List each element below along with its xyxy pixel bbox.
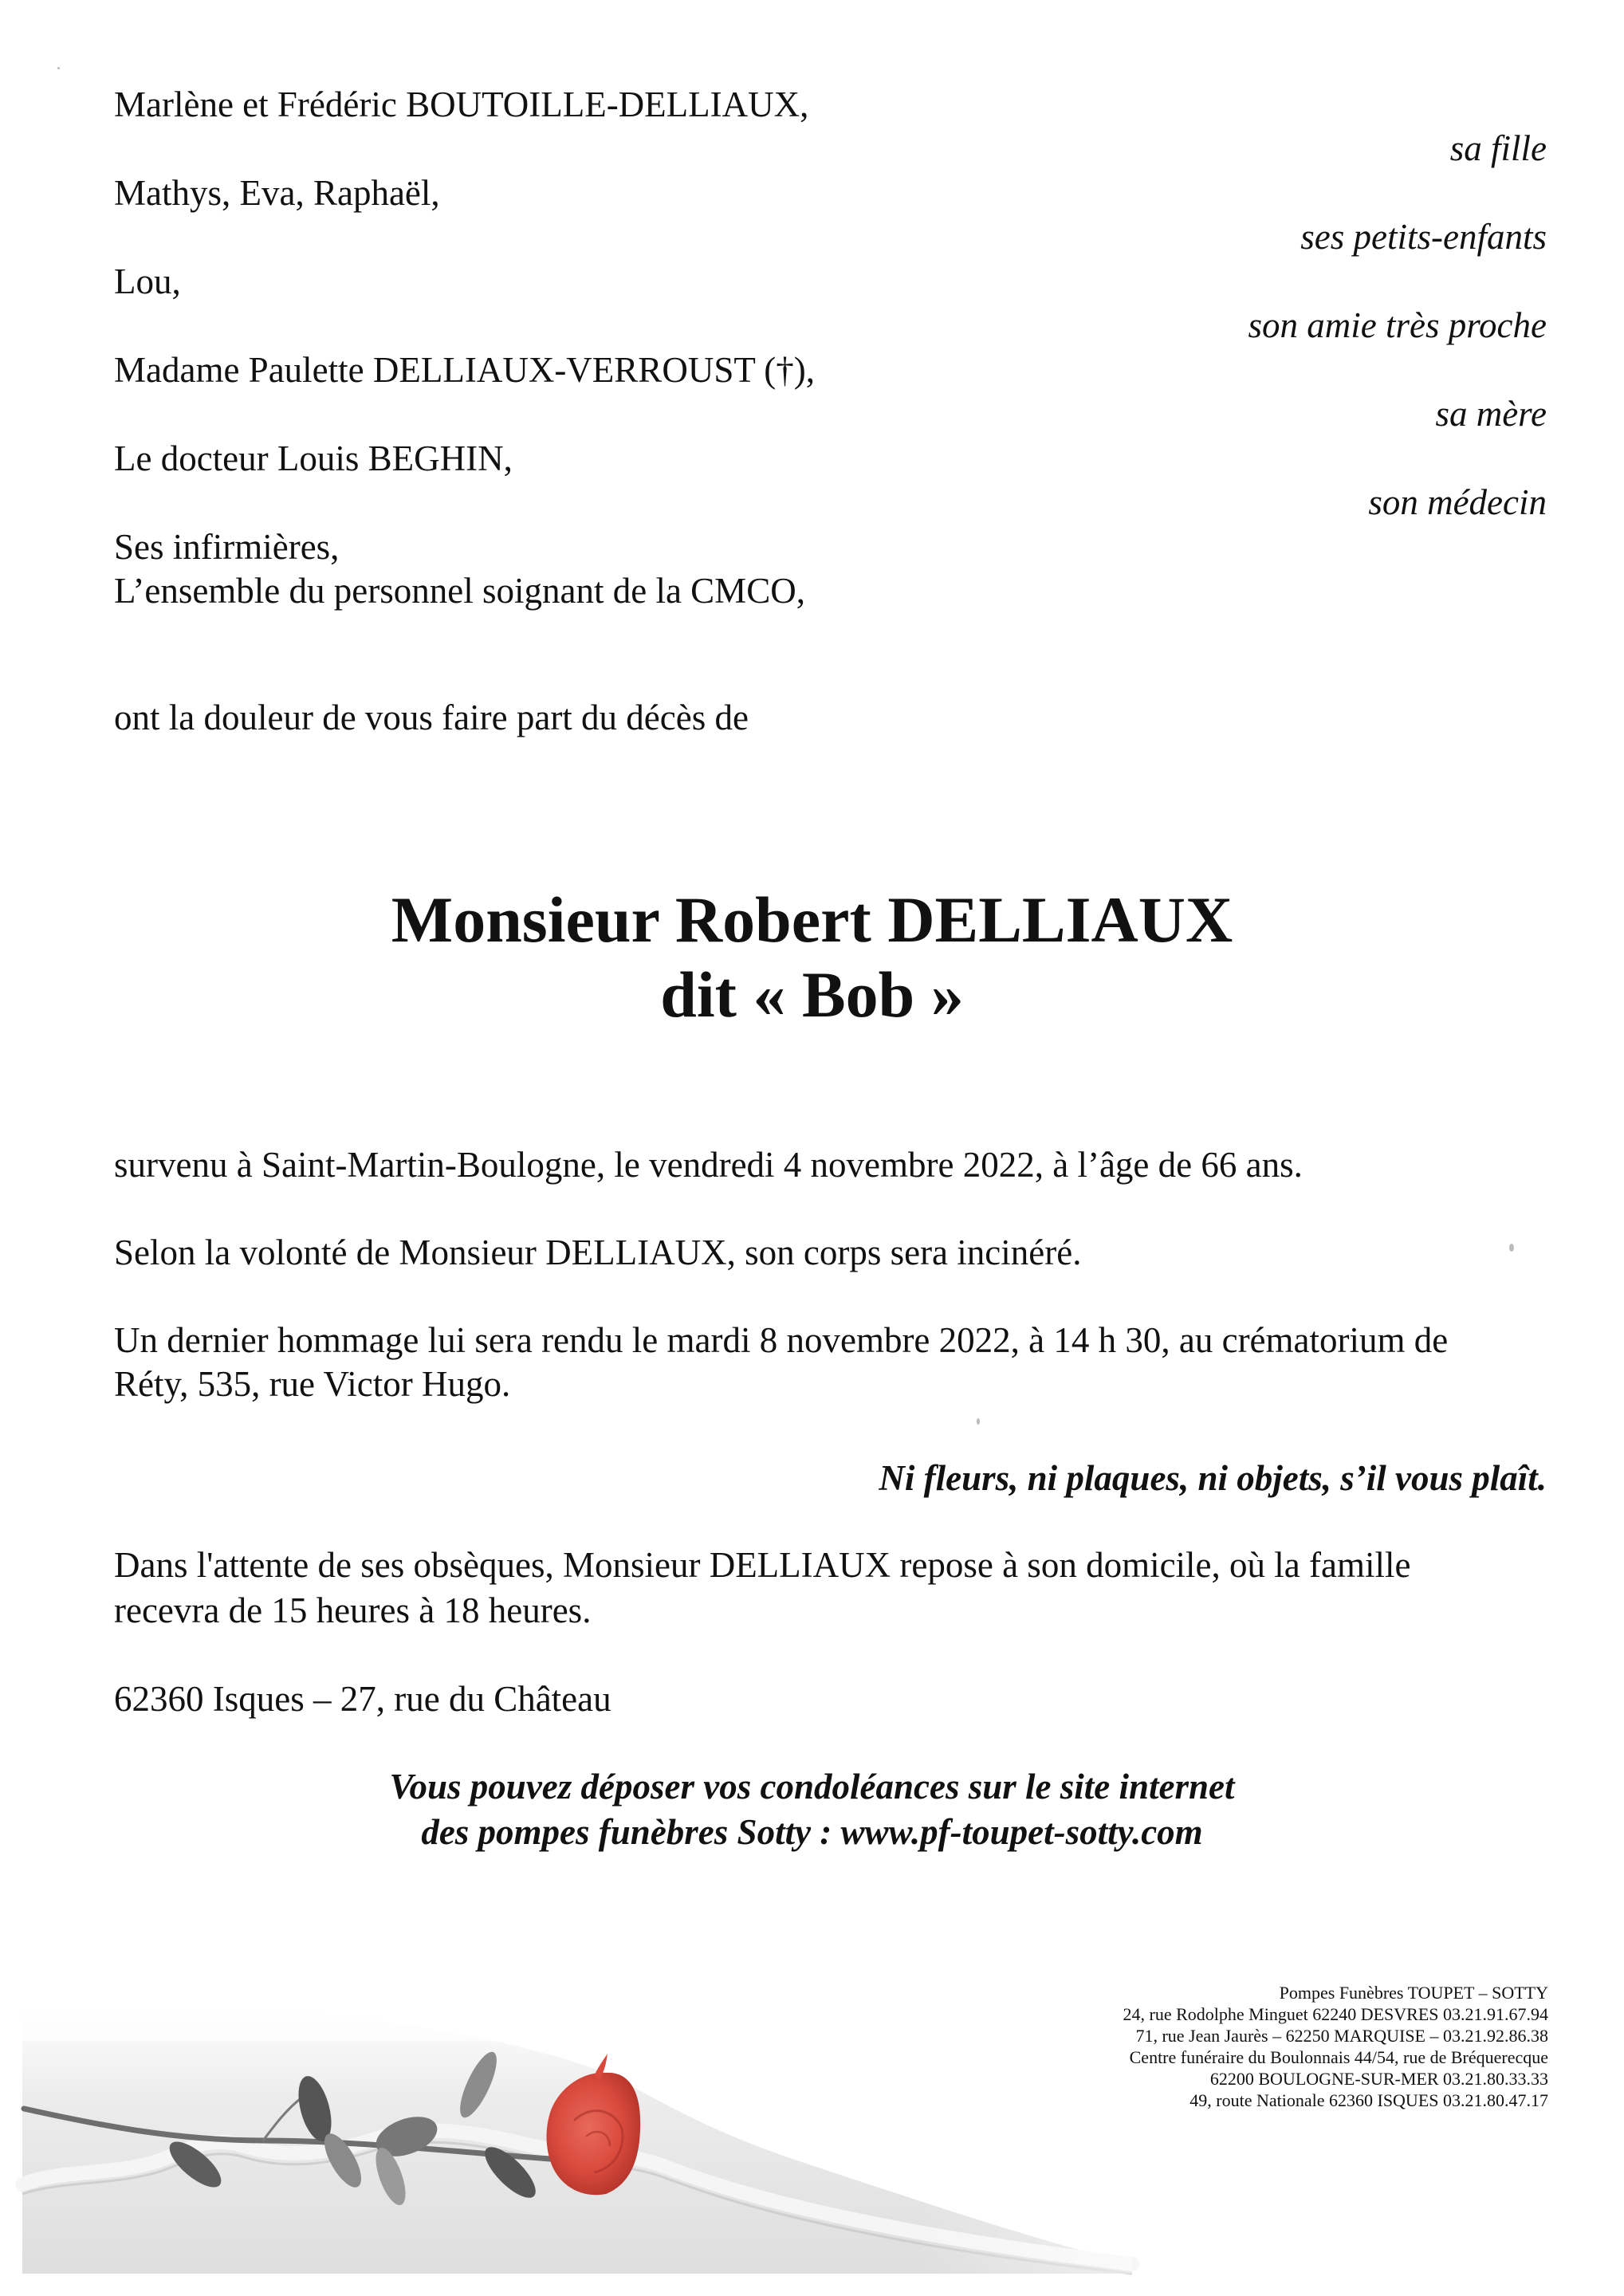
condolences-line-1: Vous pouvez déposer vos condoléances sur le site internet — [389, 1767, 1235, 1807]
scan-speck — [977, 1418, 980, 1425]
relation-close-friend: son amie très proche — [1248, 305, 1547, 345]
funeral-home-desvres: 24, rue Rodolphe Minguet 62240 DESVRES 03.21.91.67.94 — [1123, 2004, 1548, 2024]
family-member-care-staff: L’ensemble du personnel soignant de la CMCO, — [114, 571, 805, 611]
family-member-daughter: Marlène et Frédéric BOUTOILLE-DELLIAUX, — [114, 85, 809, 124]
tribute-line-2: Réty, 535, rue Victor Hugo. — [114, 1364, 511, 1404]
relation-grandchildren: ses petits-enfants — [1300, 217, 1547, 257]
scan-speck — [57, 67, 60, 69]
family-member-nurses: Ses infirmières, — [114, 527, 340, 567]
tribute-line-1: Un dernier hommage lui sera rendu le mardi 8 novembre 2022, à 14 h 30, au crématorium de — [114, 1320, 1449, 1360]
photo-top-fade — [22, 1993, 740, 2041]
death-details: survenu à Saint-Martin-Boulogne, le vendredi 4 novembre 2022, à l’âge de 66 ans. — [114, 1145, 1303, 1185]
relation-daughter: sa fille — [1449, 128, 1547, 168]
deceased-nickname: dit « Bob » — [660, 958, 964, 1031]
funeral-home-boulogne: 62200 BOULOGNE-SUR-MER 03.21.80.33.33 — [1209, 2069, 1548, 2089]
rest-line-2: recevra de 15 heures à 18 heures. — [114, 1590, 592, 1630]
relation-doctor: son médecin — [1368, 482, 1547, 522]
announcement-text: ont la douleur de vous faire part du décès de — [114, 698, 749, 737]
condolences-line-2: des pompes funèbres Sotty : www.pf-toupet-sotty.com — [421, 1812, 1203, 1852]
funeral-home-name: Pompes Funèbres TOUPET – SOTTY — [1279, 1983, 1548, 2003]
funeral-home-isques: 49, route Nationale 62360 ISQUES 03.21.80.47.17 — [1189, 2090, 1548, 2110]
deceased-name: Monsieur Robert DELLIAUX — [391, 883, 1233, 956]
rest-line-1: Dans l'attente de ses obsèques, Monsieur DELLIAUX repose à son domicile, où la famille — [114, 1545, 1411, 1585]
rose-on-beach-photo — [0, 1977, 1196, 2280]
home-address: 62360 Isques – 27, rue du Château — [114, 1679, 611, 1719]
family-member-friend: Lou, — [114, 261, 181, 301]
funeral-home-centre: Centre funéraire du Boulonnais 44/54, rue de Bréquerecque — [1129, 2047, 1548, 2067]
photo-right-fade — [917, 2137, 1132, 2274]
family-member-mother: Madame Paulette DELLIAUX-VERROUST (†), — [114, 350, 815, 390]
cremation-notice: Selon la volonté de Monsieur DELLIAUX, son corps sera incinéré. — [114, 1233, 1082, 1272]
family-member-doctor: Le docteur Louis BEGHIN, — [114, 438, 513, 478]
scan-speck — [1509, 1244, 1514, 1252]
family-member-grandchildren: Mathys, Eva, Raphaël, — [114, 173, 440, 213]
funeral-home-marquise: 71, rue Jean Jaurès – 62250 MARQUISE – 03.21.92.86.38 — [1135, 2026, 1548, 2046]
no-flowers-notice: Ni fleurs, ni plaques, ni objets, s’il vous plaît. — [879, 1458, 1547, 1498]
relation-mother: sa mère — [1435, 394, 1547, 434]
